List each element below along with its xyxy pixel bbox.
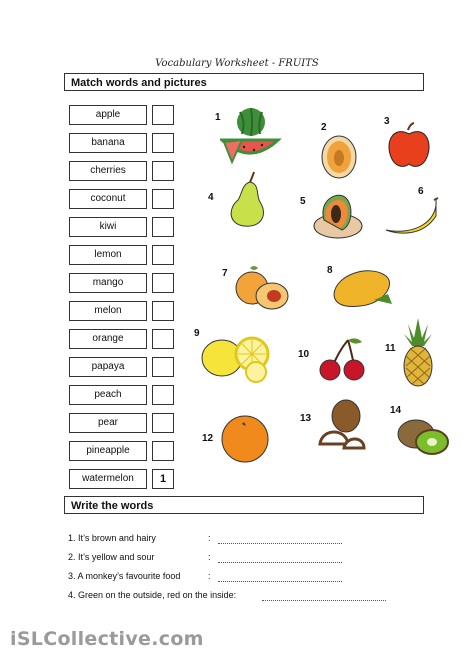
answer-box[interactable]	[152, 133, 174, 153]
picture-number-13: 13	[300, 413, 312, 424]
word-papaya: papaya	[69, 357, 147, 377]
section-write-heading: Write the words	[64, 496, 424, 514]
coconut-icon	[316, 398, 366, 460]
papaya-icon	[308, 190, 364, 246]
melon-icon	[320, 134, 358, 180]
picture-number-11: 11	[385, 343, 396, 354]
word-cherries: cherries	[69, 161, 147, 181]
apple-icon	[386, 122, 432, 170]
answer-box[interactable]	[152, 245, 174, 265]
word-coconut: coconut	[69, 189, 147, 209]
picture-number-2: 2	[321, 122, 327, 133]
peach-icon	[234, 262, 290, 312]
question-1-colon: :	[208, 533, 211, 543]
question-2-colon: :	[208, 552, 211, 562]
word-melon: melon	[69, 301, 147, 321]
answer-box[interactable]	[152, 273, 174, 293]
question-1: 1. It’s brown and hairy	[68, 533, 156, 543]
answer-box[interactable]	[152, 413, 174, 433]
answer-box-watermelon[interactable]: 1	[152, 469, 174, 489]
question-4: 4. Green on the outside, red on the inside:	[68, 590, 237, 600]
word-lemon: lemon	[69, 245, 147, 265]
picture-number-8: 8	[327, 265, 333, 276]
word-pineapple: pineapple	[69, 441, 147, 461]
picture-number-3: 3	[384, 116, 390, 127]
answer-box[interactable]	[152, 105, 174, 125]
picture-number-10: 10	[298, 349, 310, 360]
picture-number-9: 9	[194, 328, 200, 339]
pear-icon	[220, 170, 270, 228]
answer-box[interactable]	[152, 189, 174, 209]
worksheet-title: Vocabulary Worksheet - FRUITS	[155, 58, 319, 69]
answer-box[interactable]	[152, 441, 174, 461]
mango-icon	[330, 264, 396, 310]
picture-number-7: 7	[222, 268, 228, 279]
picture-number-14: 14	[390, 405, 402, 416]
question-2: 2. It’s yellow and sour	[68, 552, 155, 562]
pineapple-icon	[398, 318, 438, 388]
picture-number-6: 6	[418, 186, 424, 197]
banana-icon	[382, 196, 440, 240]
word-banana: banana	[69, 133, 147, 153]
word-watermelon: watermelon	[69, 469, 147, 489]
word-apple: apple	[69, 105, 147, 125]
picture-number-12: 12	[202, 433, 214, 444]
answer-box[interactable]	[152, 357, 174, 377]
answer-box[interactable]	[152, 385, 174, 405]
orange-icon	[220, 414, 270, 464]
lemon-icon	[200, 332, 276, 384]
answer-box[interactable]	[152, 217, 174, 237]
picture-number-1: 1	[215, 112, 221, 123]
answer-line-3[interactable]	[218, 573, 342, 582]
answer-box[interactable]	[152, 301, 174, 321]
answer-box[interactable]	[152, 329, 174, 349]
picture-number-5: 5	[300, 196, 306, 207]
question-3-colon: :	[208, 571, 211, 581]
answer-line-4[interactable]	[262, 592, 386, 601]
question-3: 3. A monkey’s favourite food	[68, 571, 181, 581]
word-pear: pear	[69, 413, 147, 433]
answer-box[interactable]	[152, 161, 174, 181]
brand-watermark: iSLCollective.com	[10, 628, 204, 650]
answer-line-1[interactable]	[218, 535, 342, 544]
watermelon-icon	[220, 104, 282, 164]
picture-number-4: 4	[208, 192, 214, 203]
word-mango: mango	[69, 273, 147, 293]
kiwi-icon	[396, 416, 450, 456]
word-orange: orange	[69, 329, 147, 349]
cherries-icon	[314, 336, 370, 382]
answer-line-2[interactable]	[218, 554, 342, 563]
word-peach: peach	[69, 385, 147, 405]
section-match-heading: Match words and pictures	[64, 73, 424, 91]
word-kiwi: kiwi	[69, 217, 147, 237]
